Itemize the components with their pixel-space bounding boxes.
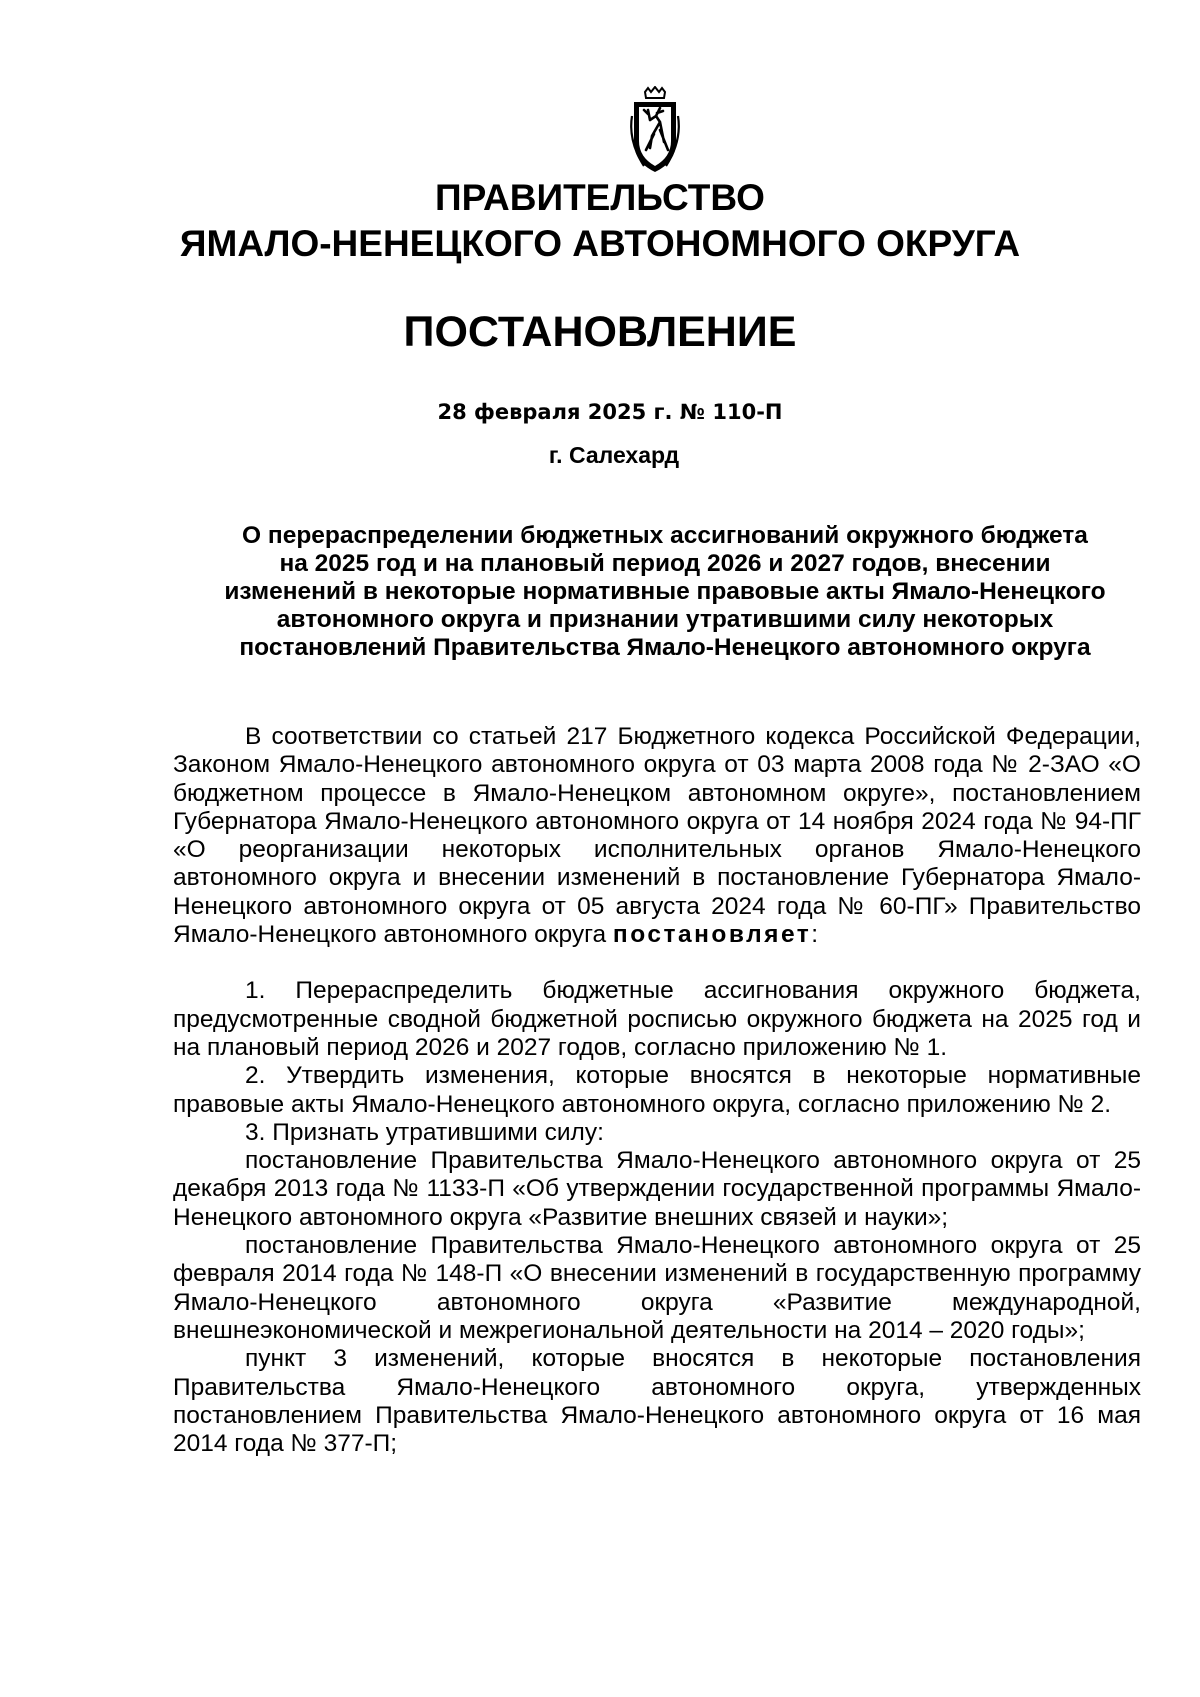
item-3-a: постановление Правительства Ямало-Ненецкого автономного округа от 25 декабря 2013 года № 1133-П «Об утверждении государственной программы Ямало-Ненецкого автономного округа «Развитие внешних связей и науки»; [173, 1147, 1141, 1231]
subject-line: изменений в некоторые нормативные правовые акты Ямало-Ненецкого [224, 578, 1106, 605]
document-type: ПОСТАНОВЛЕНИЕ [403, 308, 797, 356]
item-3: 3. Признать утратившими силу: [245, 1118, 604, 1146]
subject-line: автономного округа и признании утратившими силу некоторых [276, 606, 1054, 633]
coat-of-arms-icon [626, 86, 684, 176]
preamble-paragraph [173, 723, 1141, 949]
resolves-word: постановляет [612, 921, 812, 949]
organization-name-line2: ЯМАЛО-НЕНЕЦКОГО АВТОНОМНОГО ОКРУГА [179, 223, 1021, 264]
subject-line: О перераспределении бюджетных ассигнований окружного бюджета [242, 522, 1088, 549]
preamble-text: В соответствии со статьей 217 Бюджетного кодекса Российской Федерации, Законом Ямало-Ненецкого автономного округа от 03 марта 2008 года № 2-ЗАО «О бюджетном процессе в Ямало-Ненецком автономном округе», постановлением Губернатора Ямало-Ненецкого автономного округа от 14 ноября 2024 года № 94-ПГ «О реорганизации некоторых исполнительных органов Ямало-Ненецкого автономного округа и внесении изменений в постановление Губернатора Ямало-Ненецкого автономного округа от 05 августа 2024 года № 60-ПГ» Правительство Ямало-Ненецкого автономного округа [173, 723, 1141, 949]
subject-line: постановлений Правительства Ямало-Ненецкого автономного округа [239, 634, 1091, 661]
item-2: 2. Утвердить изменения, которые вносятся в некоторые нормативные правовые акты Ямало-Ненецкого автономного округа, согласно приложению № 2. [173, 1062, 1141, 1118]
date-and-number: 28 февраля 2025 г. № 110-П [437, 400, 783, 424]
item-3-c: пункт 3 изменений, которые вносятся в некоторые постановления Правительства Ямало-Ненецкого автономного округа, утвержденных постановлением Правительства Ямало-Ненецкого автономного округа от 16 мая 2014 года № 377-П; [173, 1345, 1141, 1458]
resolves-colon: : [811, 921, 819, 949]
item-1: 1. Перераспределить бюджетные ассигнования окружного бюджета, предусмотренные сводной бюджетной росписью окружного бюджета на 2025 год и на плановый период 2026 и 2027 годов, согласно приложению № 1. [173, 977, 1141, 1061]
organization-name-line1: ПРАВИТЕЛЬСТВО [435, 177, 765, 218]
item-3-b: постановление Правительства Ямало-Ненецкого автономного округа от 25 февраля 2014 года № 148-П «О внесении изменений в государственную программу Ямало-Ненецкого автономного округа «Развитие международной, внешнеэкономической и межрегиональной деятельности на 2014 – 2020 годы»; [173, 1232, 1141, 1344]
document-body [173, 723, 1141, 1458]
subject-line: на 2025 год и на плановый период 2026 и 2027 годов, внесении [279, 550, 1051, 577]
document-subject [170, 522, 1160, 662]
city: г. Салехард [548, 442, 680, 468]
